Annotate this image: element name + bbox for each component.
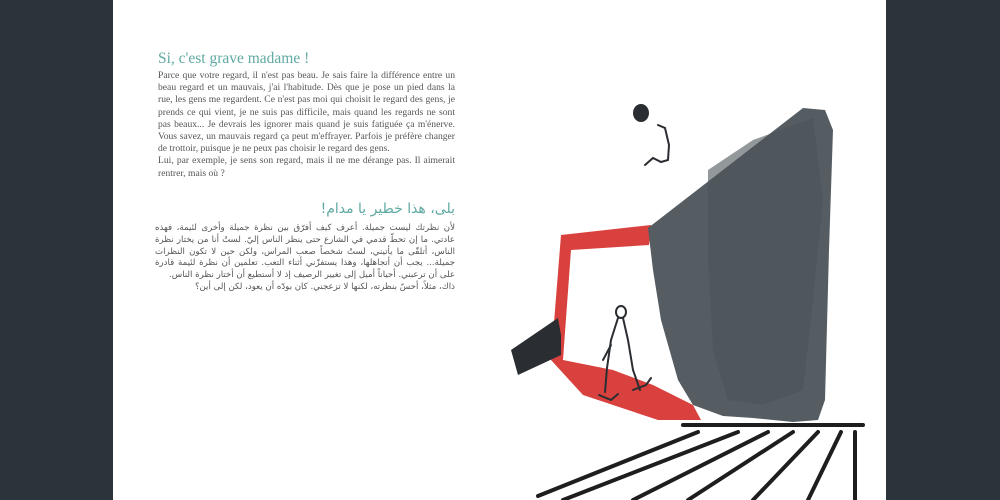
french-text [158, 70, 455, 180]
french-paragraph: Lui, par exemple, je sens son regard, mais il ne me dérange pas. Il aimerait rentrer, mais où ? [158, 155, 455, 179]
floor-lines [538, 425, 863, 500]
arabic-title: بلى، هذا خطير يا مدام! [320, 201, 455, 217]
arabic-paragraph: ذاك، مثلاً، أحسّ بنظرته، لكنها لا تزعجني. كان بودّه أن يعود، لكن إلى أين؟ [194, 281, 455, 292]
painted-illustration [503, 90, 886, 500]
arabic-paragraph: لأن نظرتك ليست جميلة. أعرف كيف أفرّق بين نظرة جميلة وأخرى لئيمة، فهذه عادتي. ما إن تحطّ قدمي في الشارع حتى ينظر الناس إليّ. لستُ أنا من يختار نظرة الناس، أتلقّى ما يأتيني، لستُ شخصاً صعب المراس، ولكن حين لا تكون النظرات جميلة... يجب أن أتجاهلها، وهذا يستفزّني أثناء التعب. تعلمين أن نظرة لئيمة قادرة على أن ترعبني. أحياناً أميل إلى تغيير الرصيف إذ لا أستطيع أن أختار نظرة الناس. [155, 223, 455, 281]
book-page [113, 0, 886, 500]
arabic-text [155, 223, 455, 294]
french-title: Si, c'est grave madame ! [158, 50, 310, 67]
dark-block-shape [511, 318, 561, 375]
french-paragraph: Parce que votre regard, il n'est pas beau. Je sais faire la différence entre un beau regard et un mauvais, j'ai l'habitude. Dès que je pose un pied dans la rue, les gens me regardent. Ce n'est pas moi qui choisit le regard des gens, je prends ce qui vient, je ne suis pas difficile, mais quand les regards ne sont pas beaux... Je devrais les ignorer mais quand je suis fatiguée ça m'énerve. Vous savez, un mauvais regard ça peut m'effrayer. Parfois je préfère changer de trottoir, puisque je ne peux pas choisir le regard des gens. [158, 70, 455, 155]
floating-head-shape [633, 104, 649, 122]
